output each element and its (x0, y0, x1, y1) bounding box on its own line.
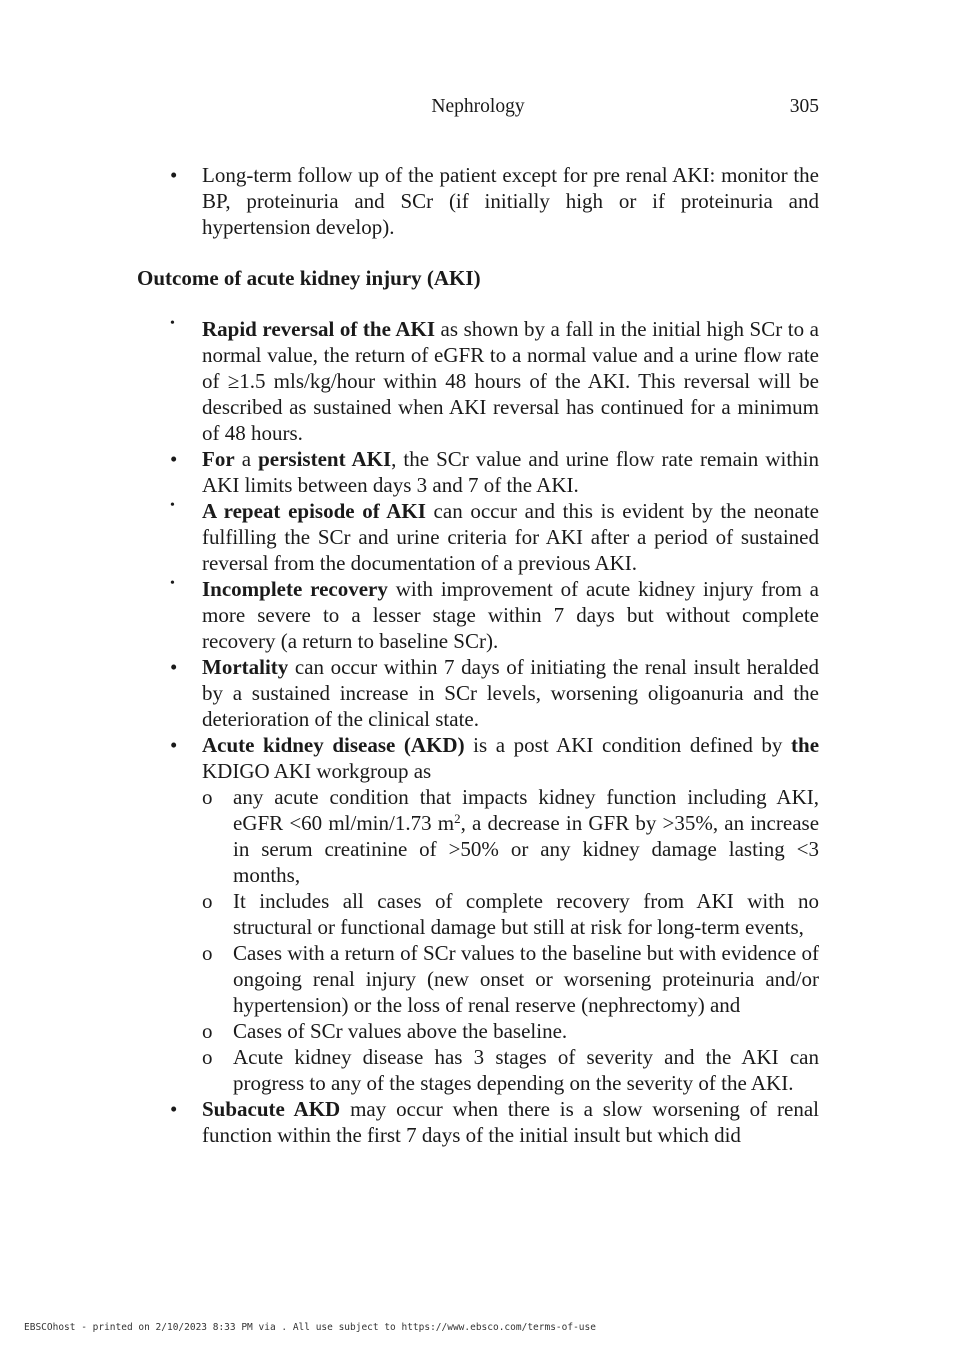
sublist-text: It includes all cases of complete recovery from AKI with no structural or functional damage but still at risk for long-term events, (233, 889, 819, 939)
bullet-icon: • (170, 316, 175, 331)
list-item (137, 576, 819, 654)
list-item (137, 732, 819, 1096)
outcome-list (137, 316, 819, 1148)
page-number: 305 (789, 96, 819, 117)
term-bold: Acute kidney disease (AKD) (202, 733, 465, 757)
bullet-icon: • (170, 655, 178, 679)
bullet-icon: • (170, 447, 178, 471)
term-description: can occur and this is evident by the neonate fulfilling the SCr and urine criteria for AKI after a period of sustained reversal from the documentation of a previous AKI. (202, 499, 819, 575)
term-bold: Mortality (202, 655, 289, 679)
bullet-icon: • (170, 498, 175, 513)
term-description: as shown by a fall in the initial high SCr to a normal value, the return of eGFR to a normal value and a urine flow rate of ≥1.5 mls/kg/hour within 48 hours of the AKI. This reversal will be described as sustained when AKI reversal has continued for a minimum of 48 hours. (202, 317, 819, 445)
sublist-text: Acute kidney disease has 3 stages of severity and the AKI can progress to any of the stages depending on the severity of the AKI. (233, 1045, 819, 1095)
list-item (137, 654, 819, 732)
list-item (137, 162, 819, 240)
list-item (137, 316, 819, 446)
circle-bullet-icon: o (202, 941, 213, 965)
ebsco-footer: EBSCOhost - printed on 2/10/2023 8:33 PM via . All use subject to https://www.ebsco.com/terms-of-use (24, 1322, 596, 1333)
circle-bullet-icon: o (202, 1045, 213, 1069)
section-heading: Outcome of acute kidney injury (AKI) (137, 266, 481, 290)
sublist-text: Cases of SCr values above the baseline. (233, 1019, 568, 1043)
term-description: may occur when there is a slow worsening of renal function within the first 7 days of the initial insult but which did (202, 1097, 819, 1147)
term-bold: persistent AKI (258, 447, 392, 471)
bullet-icon: • (170, 576, 175, 591)
circle-bullet-icon: o (202, 1019, 213, 1043)
superscript: 2 (454, 811, 461, 826)
bullet-icon: • (170, 163, 178, 187)
page-body (137, 162, 819, 1148)
term-description: with improvement of acute kidney injury from a more severe to a lesser stage within 7 days but without complete recovery (a return to baseline SCr). (202, 577, 820, 653)
running-title: Nephrology (431, 96, 525, 117)
sublist-item (202, 1044, 819, 1096)
circle-bullet-icon: o (202, 785, 213, 809)
sublist-item (202, 888, 819, 940)
sublist-item (202, 1018, 819, 1044)
page-header (137, 96, 819, 122)
term-bold: Rapid reversal of the AKI (202, 317, 435, 341)
akd-sublist (202, 784, 819, 1096)
connector-text: a (234, 447, 259, 471)
term-description: KDIGO AKI workgroup as (202, 759, 432, 783)
term-description: , the SCr value and urine flow rate remain within AKI limits between days 3 and 7 of the AKI. (202, 447, 820, 497)
term-bold: A repeat episode of AKI (202, 499, 426, 523)
term-description: is a post AKI condition defined by (464, 733, 792, 757)
term-bold: the (791, 733, 820, 757)
follow-up-list (137, 162, 819, 240)
sublist-text: Cases with a return of SCr values to the baseline but with evidence of ongoing renal injury (new onset or worsening proteinuria and/or hypertension) or the loss of renal reserve (nephrectomy) and (233, 941, 819, 1017)
sublist-item (202, 784, 819, 888)
term-bold: Incomplete recovery (202, 577, 388, 601)
bullet-icon: • (170, 1097, 178, 1121)
circle-bullet-icon: o (202, 889, 213, 913)
list-item (137, 498, 819, 576)
term-description: can occur within 7 days of initiating the renal insult heralded by a sustained increase in SCr levels, worsening oligoanuria and the deterioration of the clinical state. (202, 655, 819, 731)
term-bold: Subacute AKD (202, 1097, 341, 1121)
bullet-icon: • (170, 733, 178, 757)
follow-up-text: Long-term follow up of the patient except for pre renal AKI: monitor the BP, proteinuria and SCr (if initially high or if proteinuria and hypertension develop). (202, 163, 819, 239)
sublist-text: , a decrease in GFR by >35%, an increase in serum creatinine of >50% or any kidney damage lasting <3 months, (233, 811, 820, 887)
term-bold: For (202, 447, 235, 471)
list-item (137, 446, 819, 498)
sublist-text: any acute condition that impacts kidney function including AKI, eGFR <60 ml/min/1.73 m (233, 785, 819, 835)
sublist-item (202, 940, 819, 1018)
list-item (137, 1096, 819, 1148)
